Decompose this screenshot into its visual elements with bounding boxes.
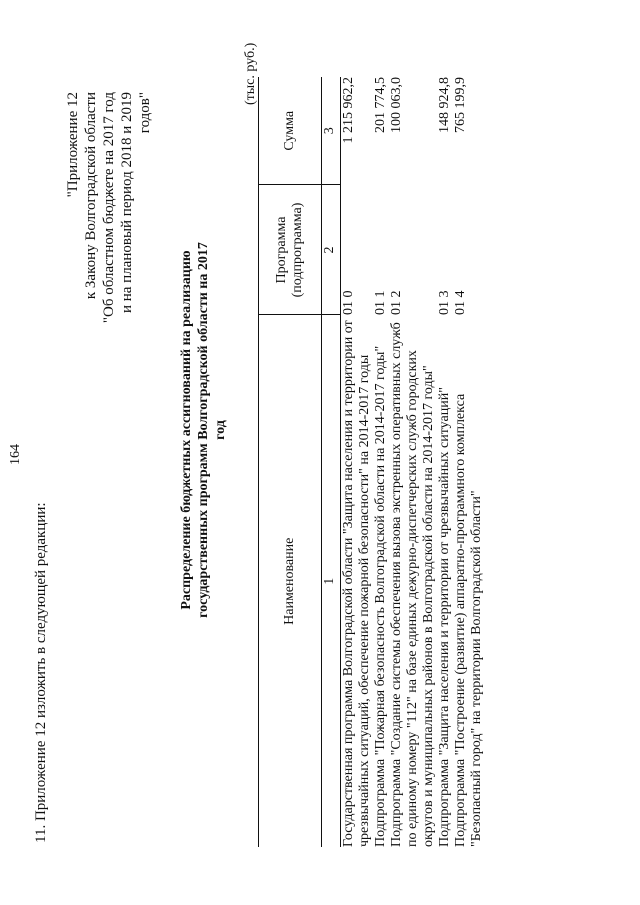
appendix-header-line: годов" — [137, 92, 153, 134]
row-sum: 201 774,5 — [373, 77, 388, 133]
header-program: Программа (подпрограмма) — [259, 185, 322, 315]
table-row — [437, 77, 453, 847]
budget-table — [258, 77, 485, 847]
row-sum: 765 199,9 — [453, 77, 468, 133]
row-name: Подпрограмма "Защита населения и территории от чрезвычайных ситуаций" — [437, 387, 452, 847]
intro-text: 11. Приложение 12 изложить в следующей редакции: — [33, 502, 49, 843]
units-label: (тыс. руб.) — [243, 42, 258, 105]
appendix-header-line: к Закону Волгоградской области — [83, 92, 99, 300]
row-sum: 148 924,8 — [437, 77, 452, 133]
row-sum: 100 063,0 — [389, 77, 404, 133]
table-row — [373, 77, 389, 847]
row-name: Подпрограмма "Создание системы обеспечения вызова экстренных оперативных служб по единому номеру "112" на базе единых дежурно-диспетчерских служб городских округов и муниципальных районов в Волгоградской области на 2014-2017 годы" — [389, 322, 436, 847]
page-number: 164 — [8, 444, 23, 465]
appendix-header-line: "Приложение 12 — [65, 92, 81, 198]
header-name: Наименование — [259, 315, 322, 847]
appendix-header-line: и на плановый период 2018 и 2019 — [119, 92, 135, 314]
table-row — [453, 77, 485, 847]
row-name: Государственная программа Волгоградской области "Защита населения и территории от чрезвычайных ситуаций, обеспечение пожарной безопасности" на 2014-2017 годы — [341, 320, 372, 847]
row-code: 01 4 — [453, 290, 468, 315]
header-sum: Сумма — [259, 77, 322, 185]
column-number: 1 — [322, 315, 341, 847]
row-sum: 1 215 962,2 — [341, 77, 356, 144]
row-code: 01 1 — [373, 290, 388, 315]
row-name: Подпрограмма "Построение (развитие) аппаратно-программного комплекса "Безопасный город" на территории Волгоградской области" — [453, 393, 484, 847]
appendix-header-line: "Об областном бюджете на 2017 год — [101, 92, 117, 324]
column-number: 3 — [322, 77, 341, 185]
row-name: Подпрограмма "Пожарная безопасность Волгоградской области на 2014-2017 годы" — [373, 345, 388, 847]
table-row — [341, 77, 374, 847]
column-number-row — [322, 77, 341, 847]
row-code: 01 3 — [437, 290, 452, 315]
row-code: 01 2 — [389, 290, 404, 315]
appendix-header — [64, 92, 154, 412]
table-header-row — [259, 77, 322, 847]
row-code: 01 0 — [341, 290, 356, 315]
document-title: Распределение бюджетных ассигнований на реализацию государственных программ Волгоградской области на 2017 год — [179, 242, 228, 618]
column-number: 2 — [322, 185, 341, 315]
table-row — [389, 77, 437, 847]
